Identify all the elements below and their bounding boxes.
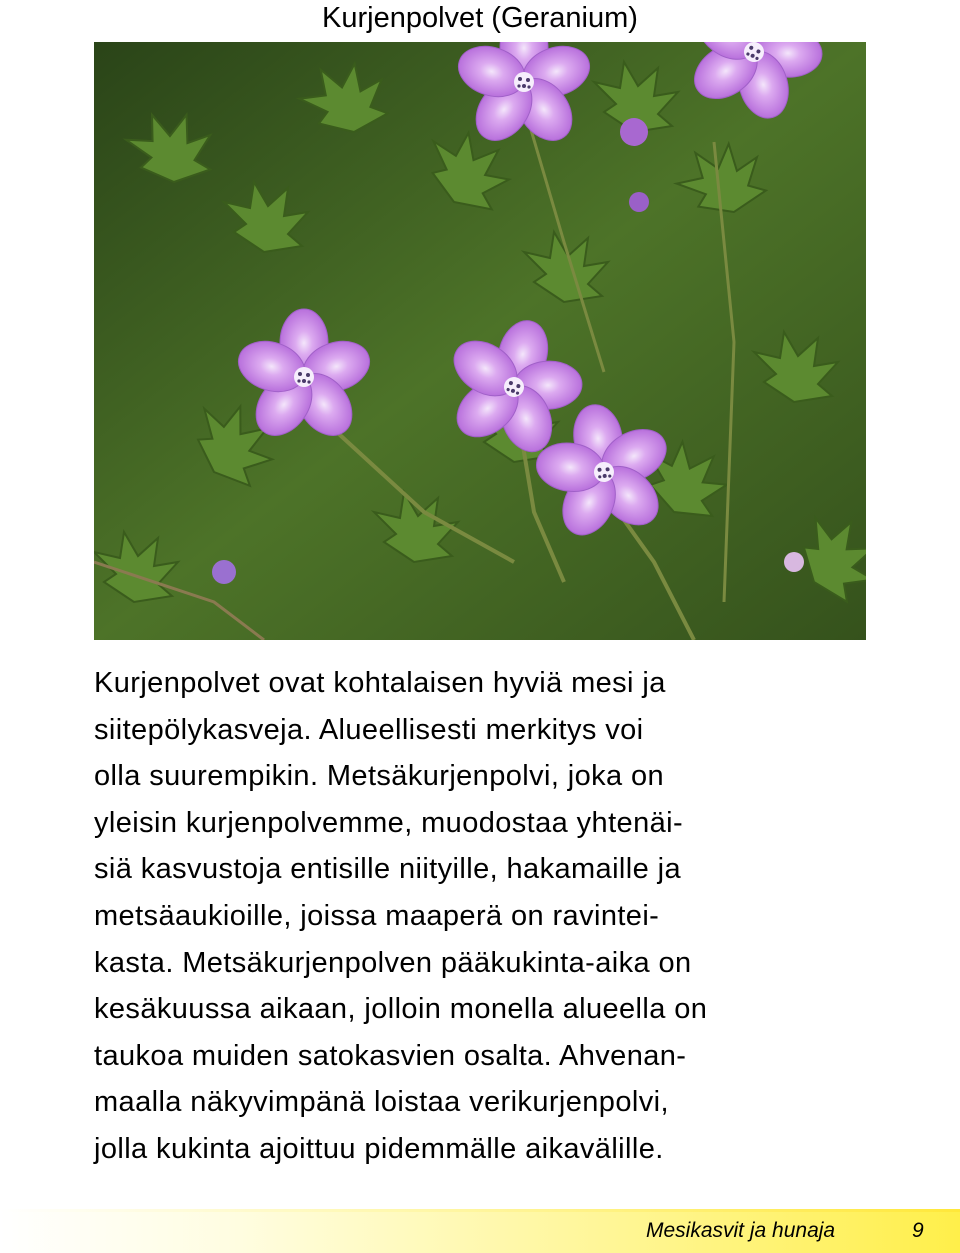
body-line: yleisin kurjenpolvemme, muodostaa yhtenäi-	[94, 806, 684, 839]
body-line: siitepölykasveja. Alueellisesti merkitys voi	[94, 713, 644, 746]
body-line: siä kasvustoja entisille niityille, hakamaille ja	[94, 853, 681, 886]
footer-divider	[0, 1209, 960, 1212]
body-line: metsäaukioille, joissa maaperä on ravintei-	[94, 899, 660, 932]
body-line: maalla näkyvimpänä loistaa verikurjenpolvi,	[94, 1086, 669, 1119]
geranium-flowers-photo	[94, 42, 866, 640]
page-title: Kurjenpolvet (Geranium)	[322, 2, 638, 34]
body-line: olla suurempikin. Metsäkurjenpolvi, joka on	[94, 760, 665, 793]
page-number: 9	[912, 1219, 924, 1242]
footer-source-title: Mesikasvit ja hunaja	[646, 1219, 836, 1242]
body-line: jolla kukinta ajoittuu pidemmälle aikavälille.	[94, 1132, 664, 1165]
body-line: kesäkuussa aikaan, jolloin monella alueella on	[94, 993, 708, 1026]
body-line: kasta. Metsäkurjenpolven pääkukinta-aika on	[94, 946, 692, 979]
body-line: taukoa muiden satokasvien osalta. Ahvenan-	[94, 1039, 687, 1072]
body-paragraph	[94, 660, 874, 1173]
body-line: Kurjenpolvet ovat kohtalaisen hyviä mesi ja	[94, 667, 666, 699]
